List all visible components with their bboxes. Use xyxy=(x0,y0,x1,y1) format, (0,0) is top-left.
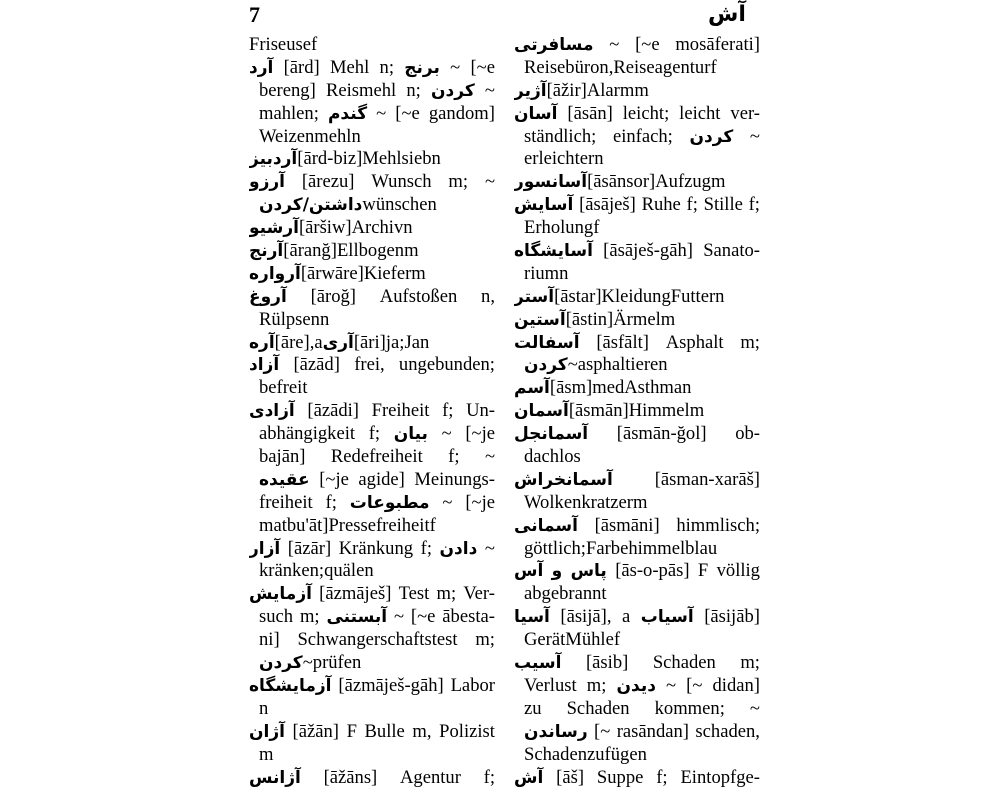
entry-line: erleichtern xyxy=(524,148,604,170)
entry-line: آژیر [āžir] Alarm m xyxy=(514,79,649,101)
entry-line: آسان [āsān] leicht; leicht ver- xyxy=(514,102,760,124)
entry-line: آزار [āzār] Kränkung f; دادن ~ xyxy=(249,537,495,559)
right-column xyxy=(514,34,760,789)
entry-line: Verlust m; دیدن ~ [~ didan] xyxy=(524,674,760,696)
entry-line: آرزو [ārezu] Wunsch m; ~ xyxy=(249,171,495,193)
entry-line: کردن ~ prüfen xyxy=(259,652,362,674)
entry-line: آزمایشگاه [āzmāješ-gāh] Labor xyxy=(249,674,495,696)
entry-line: Erholung f xyxy=(524,217,600,239)
entry-line: آس و پاس [ās-o-pās] F völlig xyxy=(514,560,760,582)
entry-line: Rülpsen n xyxy=(259,308,330,330)
entry-line: dachlos xyxy=(524,446,581,468)
entry-line: آسفالت [āsfālt] Asphalt m; xyxy=(514,331,760,353)
entry-line: Friseuse f xyxy=(249,34,318,55)
entry-line: مسافرتی ~ [~e mosāferati] xyxy=(514,34,760,55)
entry-line: Reisebüro n, Reiseagentur f xyxy=(524,56,717,78)
entry-line: n xyxy=(259,697,269,719)
entry-line: آسانسور [āsānsor] Aufzug m xyxy=(514,171,726,193)
entry-line: آسمان [āsmān] Himmel m xyxy=(514,400,705,422)
entry-line: آستین [āstin] Ärmel m xyxy=(514,308,676,330)
entry-line: matbu'āt] Pressefreiheit f xyxy=(259,514,436,536)
entry-line: freiheit f; مطبوعات ~ [~je xyxy=(259,491,495,513)
entry-line: آسیا [āsijā], a آسیاب [āsijāb] xyxy=(514,606,760,628)
entry-line: zu Schaden kommen; ~ xyxy=(524,697,760,719)
entry-line: آسایش [āsāješ] Ruhe f; Stille f; xyxy=(514,194,760,216)
entry-line: آسمانخراش [āsman-xarāš] xyxy=(514,468,760,490)
entry-line: rium n xyxy=(524,262,569,284)
entry-line: mahlen; گندم ~ [~e gandom] xyxy=(259,102,495,124)
entry-line: کردن ~ asphaltieren xyxy=(524,354,668,376)
entry-line: abgebrannt xyxy=(524,583,607,605)
entry-line: آژان [āžān] F Bulle m, Polizist xyxy=(249,720,495,742)
entry-line: Schaden zufügen xyxy=(524,743,647,765)
entry-line: آردبیز [ārd-biz] Mehlsieb n xyxy=(249,148,441,170)
entry-line: آسیب [āsib] Schaden m; xyxy=(514,652,760,674)
entry-line: آژانس [āžāns] Agentur f; xyxy=(249,766,495,788)
running-headword: آش xyxy=(708,2,746,27)
entry-line: Gerät Mühle f xyxy=(524,629,621,651)
entry-line: رساندن [~ rasāndan] schaden, xyxy=(524,720,760,742)
entry-line: آروغ [āroğ] Aufstoßen n, xyxy=(249,285,495,307)
entry-line: آرشیو [āršiw] Archiv n xyxy=(249,217,413,239)
entry-line: ni] Schwangerschaftstest m; xyxy=(259,629,495,651)
left-column xyxy=(249,34,495,789)
entry-line: such m; آبستنی ~ [~e ābesta- xyxy=(259,606,495,628)
entry-line: عقیده [~je agide] Meinungs- xyxy=(259,468,495,490)
entry-line: göttlich; Farbe himmelblau xyxy=(524,537,718,559)
entry-line: آزاد [āzād] frei, ungebunden; xyxy=(249,354,495,376)
entry-line: bereng] Reismehl n; کردن ~ xyxy=(259,79,495,101)
entry-line: bajān] Redefreiheit f; ~ xyxy=(259,446,495,468)
entry-line: آسمانجل [āsmān-ğol] ob- xyxy=(514,423,760,445)
entry-line: abhängigkeit f; بیان ~ [~je xyxy=(259,423,495,445)
entry-line: آستر [āstar] Kleidung Futter n xyxy=(514,285,725,307)
entry-line: آرد [ārd] Mehl n; برنج ~ [~e xyxy=(249,56,495,78)
entry-line: آزمایش [āzmāješ] Test m; Ver- xyxy=(249,583,495,605)
entry-line: آسم [āsm] med Asthma n xyxy=(514,377,692,399)
entry-line: آرواره [ārwāre] Kiefer m xyxy=(249,262,426,284)
entry-line: آره [āre], a آری [āri] ja; Ja n xyxy=(249,331,430,353)
entry-line: آش [āš] Suppe f; Eintopfge- xyxy=(514,766,760,788)
entry-line: آزادی [āzādi] Freiheit f; Un- xyxy=(249,400,495,422)
entry-line: داشتن/کردن wünschen xyxy=(259,194,437,216)
entry-line: befreit xyxy=(259,377,308,399)
entry-line: Wolkenkratzer m xyxy=(524,491,648,513)
entry-line: ständlich; einfach; کردن ~ xyxy=(524,125,760,147)
entry-line: آرنج [āranğ] Ellbogen m xyxy=(249,240,419,262)
entry-line: m xyxy=(259,743,274,765)
entry-line: آسمانی [āsmāni] himmlisch; xyxy=(514,514,760,536)
entry-line: Weizenmehl n xyxy=(259,125,361,147)
entry-line: kränken; quälen xyxy=(259,560,374,582)
entry-line: آسایشگاه [āsāješ-gāh] Sanato- xyxy=(514,240,760,262)
page-number: 7 xyxy=(249,2,260,27)
